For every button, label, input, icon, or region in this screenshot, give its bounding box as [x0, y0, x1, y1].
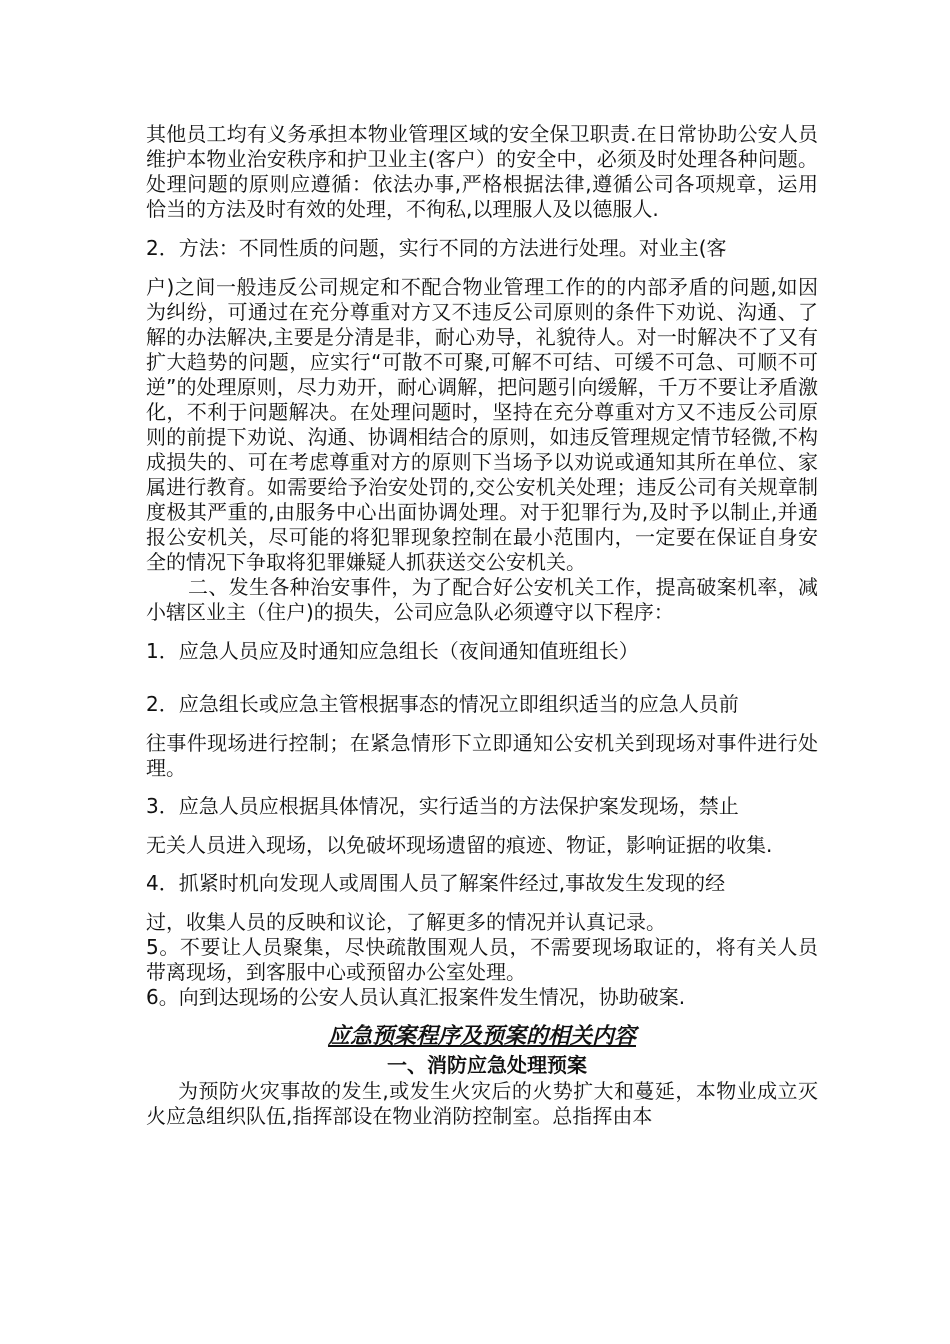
item-2-method-head: 2．方法：不同性质的问题，实行不同的方法进行处理。对业主(客 — [146, 236, 727, 260]
document-title: 应急预案程序及预案的相关内容 — [327, 1023, 636, 1049]
item-2-method-body: 户)之间一般违反公司规定和不配合物业管理工作的的内部矛盾的问题,如因为纠纷，可通过在充分尊重对方又不违反公司原则的条件下劝说、沟通、了解的办法解决,主要是分清是非，耐心劝导，礼貌待人。对一时解决不了又有扩大趋势的问题，应实行“可散不可聚,可解不可结、可缓不可急、可顺不可逆”的处理原则，尽力劝开，耐心调解，把问题引向缓解，千万不要让矛盾激化，不利于问题解决。在处理问题时，坚持在充分尊重对方又不违反公司原则的前提下劝说、沟通、协调相结合的原则，如违反管理规定情节轻微,不构成损失的、可在考虑尊重对方的原则下当场予以劝说或通知其所在单位、家属进行教育。如需要给予治安处罚的,交公安机关处理；违反公司有关规章制度极其严重的,由服务中心出面协调处理。对于犯罪行为,及时予以制止,并通报公安机关，尽可能的将犯罪现象控制在最小范围内，一定要在保证自身安全的情况下争取将犯罪嫌疑人抓获送交公安机关。 — [146, 275, 818, 574]
step-3-body: 无关人员进入现场，以免破坏现场遗留的痕迹、物证，影响证据的收集. — [146, 833, 773, 857]
paragraph-procedure-intro: 二、发生各种治安事件，为了配合好公安机关工作，提高破案机率，减小辖区业主（住户)的损失，公司应急队必须遵守以下程序： — [146, 575, 818, 624]
paragraph-duties: 其他员工均有义务承担本物业管理区域的安全保卫职责.在日常协助公安人员维护本物业治安秩序和护卫业主(客户）的安全中，必须及时处理各种问题。处理问题的原则应遵循：依法办事,严格根据法律,遵循公司各项规章，运用恰当的方法及时有效的处理，不徇私,以理服人及以德服人. — [146, 122, 818, 221]
step-3-head: 3．应急人员应根据具体情况，实行适当的方法保护案发现场，禁止 — [146, 794, 739, 818]
step-2-head: 2．应急组长或应急主管根据事态的情况立即组织适当的应急人员前 — [146, 692, 739, 716]
section-heading-fire-plan: 一、消防应急处理预案 — [387, 1053, 587, 1077]
step-4-body: 过，收集人员的反映和议论，了解更多的情况并认真记录。 — [146, 910, 666, 934]
step-6: 6。向到达现场的公安人员认真汇报案件发生情况，协助破案. — [146, 985, 686, 1009]
document-page — [146, 122, 818, 1129]
paragraph-fire-plan-intro: 为预防火灾事故的发生,或发生火灾后的火势扩大和蔓延，本物业成立灭火应急组织队伍,指挥部设在物业消防控制室。总指挥由本 — [146, 1079, 818, 1128]
step-4-head: 4．抓紧时机向发现人或周围人员了解案件经过,事故发生发现的经 — [146, 871, 726, 895]
step-2-body: 往事件现场进行控制；在紧急情形下立即通知公安机关到现场对事件进行处理。 — [146, 731, 818, 780]
step-5: 5。不要让人员聚集，尽快疏散围观人员，不需要现场取证的，将有关人员带离现场，到客服中心或预留办公室处理。 — [146, 935, 818, 984]
step-1: 1．应急人员应及时通知应急组长（夜间通知值班组长） — [146, 639, 639, 663]
